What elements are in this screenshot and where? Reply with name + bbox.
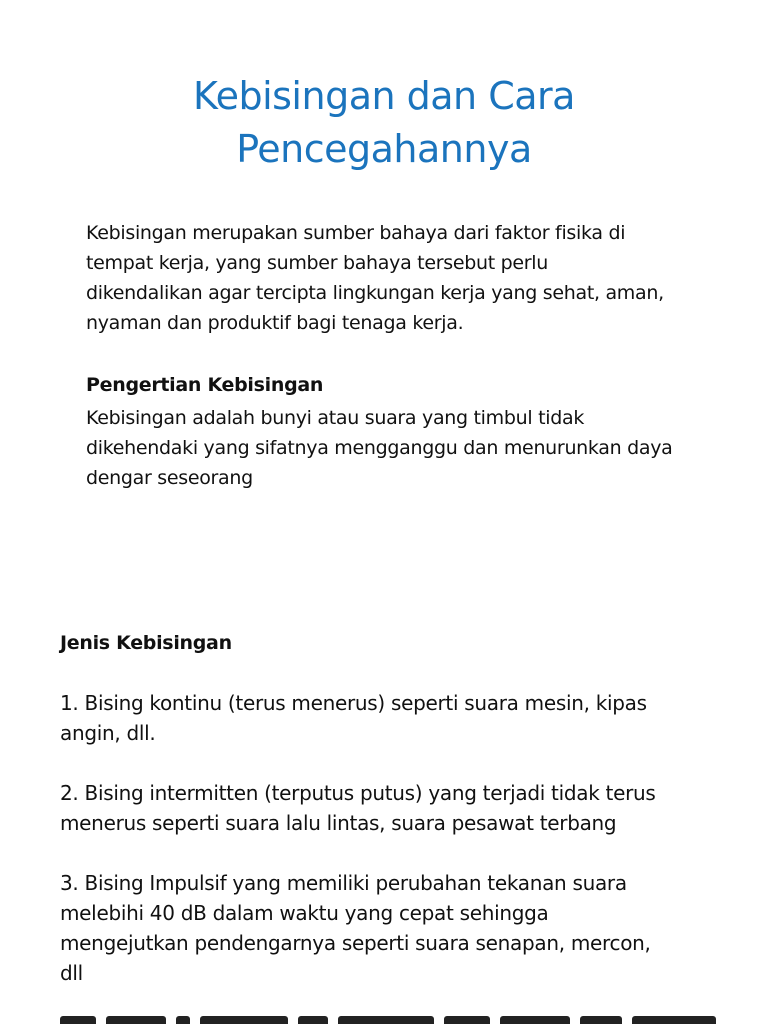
slide-title-line-2: Pencegahannya (236, 127, 532, 171)
slide-title (0, 70, 768, 176)
definition-line: dikehendaki yang sifatnya mengganggu dan menurunkan daya (86, 437, 673, 459)
definition-paragraph (86, 403, 673, 493)
noise-type-item (60, 778, 656, 838)
intro-line: Kebisingan merupakan sumber bahaya dari faktor fisika di (86, 222, 626, 244)
noise-type-item (60, 868, 651, 988)
definition-heading: Pengertian Kebisingan (86, 374, 324, 396)
noise-type-item (60, 688, 647, 748)
intro-line: dikendalikan agar tercipta lingkungan kerja yang sehat, aman, (86, 282, 664, 304)
definition-line: dengar seseorang (86, 467, 253, 489)
intro-line: nyaman dan produktif bagi tenaga kerja. (86, 312, 464, 334)
intro-paragraph (86, 218, 664, 338)
types-heading: Jenis Kebisingan (60, 632, 232, 654)
cut-off-text-line (60, 1010, 720, 1024)
slide-title-line-1: Kebisingan dan Cara (193, 74, 575, 118)
noise-type-line: angin, dll. (60, 721, 156, 745)
definition-line: Kebisingan adalah bunyi atau suara yang timbul tidak (86, 407, 585, 429)
noise-type-line: melebihi 40 dB dalam waktu yang cepat sehingga (60, 901, 549, 925)
intro-line: tempat kerja, yang sumber bahaya tersebut perlu (86, 252, 548, 274)
noise-type-line: 2. Bising intermitten (terputus putus) yang terjadi tidak terus (60, 781, 656, 805)
noise-type-line: dll (60, 961, 83, 985)
noise-type-line: menerus seperti suara lalu lintas, suara pesawat terbang (60, 811, 617, 835)
noise-type-line: 3. Bising Impulsif yang memiliki perubahan tekanan suara (60, 871, 627, 895)
noise-type-line: mengejutkan pendengarnya seperti suara senapan, mercon, (60, 931, 651, 955)
noise-type-line: 1. Bising kontinu (terus menerus) seperti suara mesin, kipas (60, 691, 647, 715)
